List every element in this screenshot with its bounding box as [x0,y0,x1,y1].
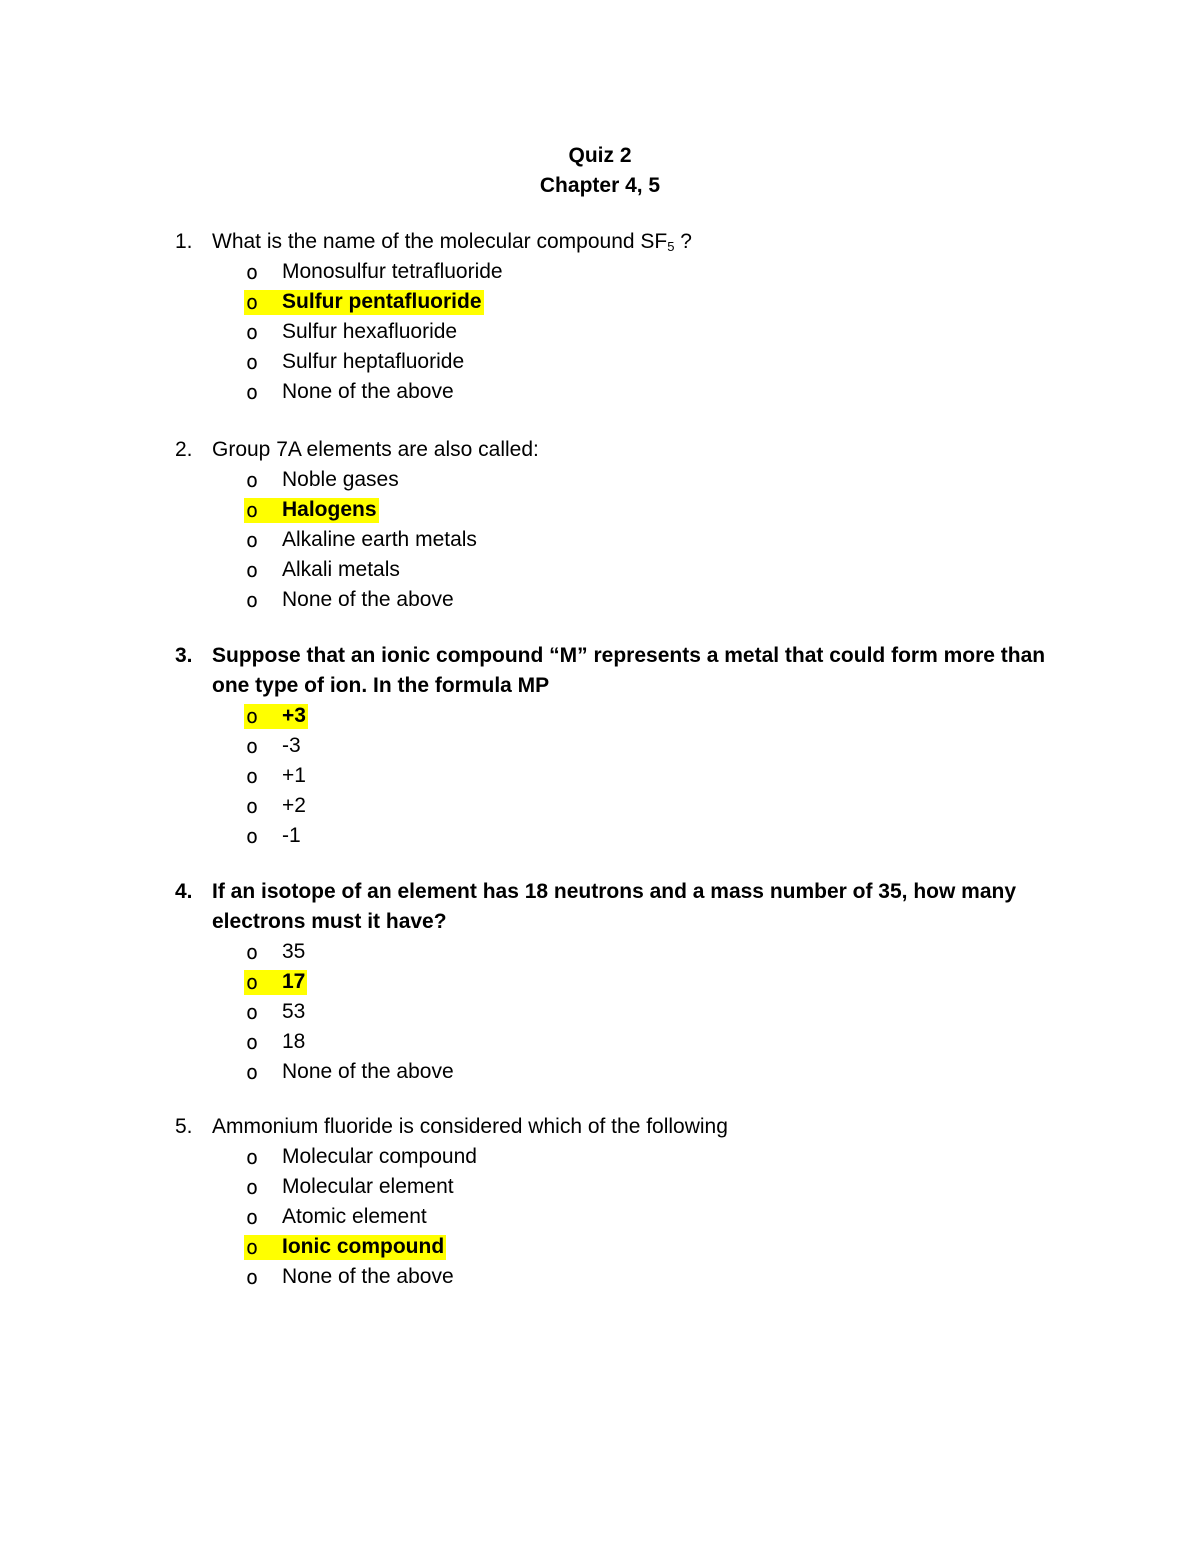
answer-option[interactable] [172,937,1072,967]
answer-option[interactable] [172,1202,1072,1232]
answer-option[interactable] [172,791,1072,821]
option-label: +2 [282,794,306,817]
option-label: -3 [282,734,301,757]
question-5 [172,1112,1072,1292]
page-subtitle: Chapter 4, 5 [539,174,661,197]
answer-option[interactable] [172,731,1072,761]
options-list [172,257,1072,407]
circle-bullet-icon: o [246,1265,259,1289]
circle-bullet-icon: o [246,734,259,758]
option-label: Noble gases [282,468,399,491]
option-label: Sulfur hexafluoride [282,320,458,343]
answer-option[interactable] [172,257,1072,287]
circle-bullet-icon: o [246,1060,259,1084]
answer-option[interactable] [172,1172,1072,1202]
option-label: Ionic compound [282,1235,445,1258]
circle-bullet-icon: o [246,1175,259,1199]
option-label: 53 [282,1000,306,1023]
option-label: Atomic element [282,1205,427,1228]
answer-option[interactable] [172,761,1072,791]
circle-bullet-icon: o [246,704,259,728]
question-4 [172,877,1072,1087]
question-text: What is the name of the molecular compound $SF_5$ ? [212,230,692,254]
answer-option[interactable] [172,525,1072,555]
circle-bullet-icon: o [246,468,259,492]
options-list [172,937,1072,1087]
option-label: None of the above [282,380,454,403]
answer-option[interactable] [172,1262,1072,1292]
circle-bullet-icon: o [246,1235,259,1259]
question-2 [172,435,1072,615]
question-text: Suppose that an ionic compound “M” represents a metal that could form more than one type of ion. In the formula MP [212,644,1046,697]
circle-bullet-icon: o [246,1205,259,1229]
circle-bullet-icon: o [246,1000,259,1024]
circle-bullet-icon: o [246,320,259,344]
option-label: -1 [282,824,301,847]
option-label: 17 [282,970,306,993]
answer-option[interactable] [172,1232,1072,1262]
option-label: Alkaline earth metals [282,528,477,551]
answer-option[interactable] [172,317,1072,347]
question-number: 2. [175,438,193,461]
option-label: None of the above [282,588,454,611]
circle-bullet-icon: o [246,588,259,612]
answer-option[interactable] [172,701,1072,731]
circle-bullet-icon: o [246,558,259,582]
option-label: +3 [282,704,306,727]
circle-bullet-icon: o [246,824,259,848]
circle-bullet-icon: o [246,1030,259,1054]
answer-option[interactable] [172,495,1072,525]
circle-bullet-icon: o [246,764,259,788]
circle-bullet-icon: o [246,380,259,404]
question-3 [172,641,1072,851]
question-number: 3. [175,644,193,667]
circle-bullet-icon: o [246,940,259,964]
subscript: 5 [667,239,675,254]
option-label: Sulfur heptafluoride [282,350,465,373]
question-number: 1. [175,230,193,253]
option-label: Molecular compound [282,1145,477,1168]
option-label: Alkali metals [282,558,400,581]
circle-bullet-icon: o [246,350,259,374]
answer-option[interactable] [172,1057,1072,1087]
circle-bullet-icon: o [246,970,259,994]
answer-option[interactable] [172,555,1072,585]
page-title: Quiz 2 [568,144,632,167]
question-text: If an isotope of an element has 18 neutrons and a mass number of 35, how many electrons must it have? [212,880,1017,933]
question-text: Group 7A elements are also called: [212,438,539,461]
options-list [172,701,1072,851]
option-label: Sulfur pentafluoride [282,290,482,313]
circle-bullet-icon: o [246,528,259,552]
option-label: Monosulfur tetrafluoride [282,260,503,283]
answer-option[interactable] [172,821,1072,851]
answer-option[interactable] [172,1142,1072,1172]
circle-bullet-icon: o [246,260,259,284]
answer-option[interactable] [172,465,1072,495]
option-label: 35 [282,940,306,963]
answer-option[interactable] [172,967,1072,997]
answer-option[interactable] [172,997,1072,1027]
option-label: Molecular element [282,1175,454,1198]
answer-option[interactable] [172,347,1072,377]
question-text: Ammonium fluoride is considered which of the following [212,1115,728,1138]
option-label: None of the above [282,1265,454,1288]
answer-option[interactable] [172,585,1072,615]
option-label: Halogens [282,498,377,521]
options-list [172,465,1072,615]
question-number: 4. [175,880,193,903]
option-label: 18 [282,1030,306,1053]
circle-bullet-icon: o [246,1145,259,1169]
circle-bullet-icon: o [246,794,259,818]
option-label: None of the above [282,1060,454,1083]
option-label: +1 [282,764,306,787]
circle-bullet-icon: o [246,290,259,314]
options-list [172,1142,1072,1292]
answer-option[interactable] [172,1027,1072,1057]
circle-bullet-icon: o [246,498,259,522]
answer-option[interactable] [172,377,1072,407]
question-number: 5. [175,1115,193,1138]
answer-option[interactable] [172,287,1072,317]
question-1 [172,227,1072,407]
